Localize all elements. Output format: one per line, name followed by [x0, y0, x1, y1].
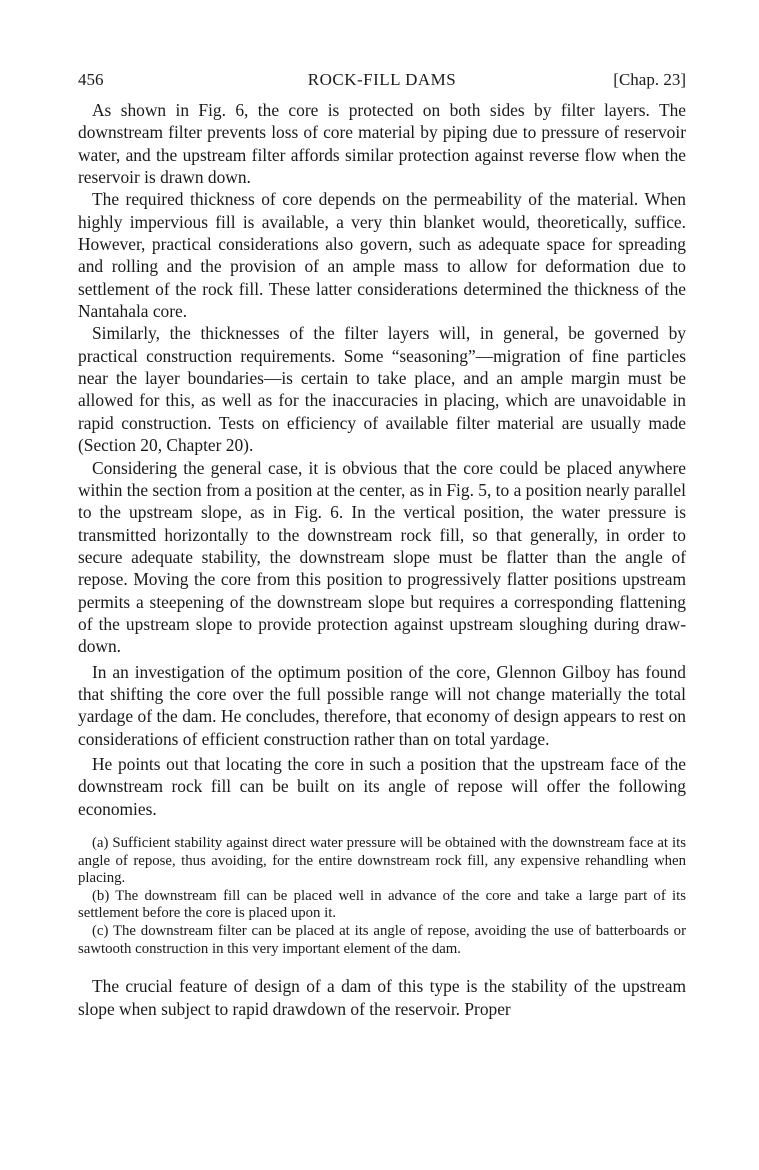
list-item-a: (a) Sufficient stability against direct water pressure will be obtained with the downstream face at its angle of repose, thus avoiding, for the entire downstream rock fill, any expensive rehandling when placing.: [78, 835, 686, 887]
body-text: [78, 99, 686, 1020]
page-number: 456: [78, 70, 104, 89]
list-item-b: (b) The downstream fill can be placed well in advance of the core and take a large part of its settlement before the core is placed upon it.: [78, 887, 686, 922]
running-title: ROCK-FILL DAMS: [307, 70, 457, 89]
economies-list: [78, 835, 686, 958]
list-item-c: (c) The downstream filter can be placed at its angle of repose, avoiding the use of batterboards or sawtooth construction in this very important element of the dam.: [78, 922, 686, 957]
running-header: [78, 70, 686, 92]
closing-paragraph: The crucial feature of design of a dam of this type is the stability of the upstream slope when subject to rapid drawdown of the reservoir. Proper: [78, 976, 686, 1019]
paragraph-1: As shown in Fig. 6, the core is protected on both sides by filter layers. The downstream filter prevents loss of core material by piping due to pressure of reservoir water, and the upstream filter affords similar protection against reverse flow when the reservoir is drawn down.: [78, 100, 686, 188]
paragraph-3: Similarly, the thicknesses of the filter layers will, in general, be governed by practical construction requirements. Some “seasoning”—migration of fine particles near the layer boundaries—is certain to take place, and an ample margin must be allowed for this, as well as for the inaccuracies in placing, which are unavoidable in rapid construction. Tests on efficiency of available filter material are usually made (Section 20, Chapter 20).: [78, 323, 686, 456]
chapter-label: [Chap. 23]: [613, 70, 686, 89]
paragraph-5: In an investigation of the optimum position of the core, Glennon Gilboy has found that shifting the core over the full possible range will not change materially the total yardage of the dam. He concludes, therefore, that economy of design appears to rest on considerations of efficient construction rather than on total yardage.: [78, 661, 686, 749]
paragraph-4: Considering the general case, it is obvious that the core could be placed anywhere within the section from a position at the center, as in Fig. 5, to a position nearly parallel to the upstream slope, as in Fig. 6. In the vertical position, the water pressure is transmitted horizontally to the downstream rock fill, so that generally, in order to secure adequate stability, the downstream slope must be flatter than the angle of repose. Moving the core from this position to progressively flatter positions upstream permits a steepening of the downstream slope but requires a corresponding flattening of the upstream slope to provide protection against upstream sloughing during drawdown.: [78, 457, 686, 657]
paragraph-2: The required thickness of core depends on the permeability of the material. When highly impervious fill is available, a very thin blanket would, theoretically, suffice. However, practical considerations also govern, such as adequate space for spreading and rolling and the provision of an ample mass to allow for deformation due to settlement of the rock fill. These latter considerations determined the thickness of the Nantahala core.: [78, 189, 686, 322]
paragraph-6: He points out that locating the core in such a position that the upstream face of the downstream rock fill can be built on its angle of repose will offer the following economies.: [78, 753, 686, 819]
